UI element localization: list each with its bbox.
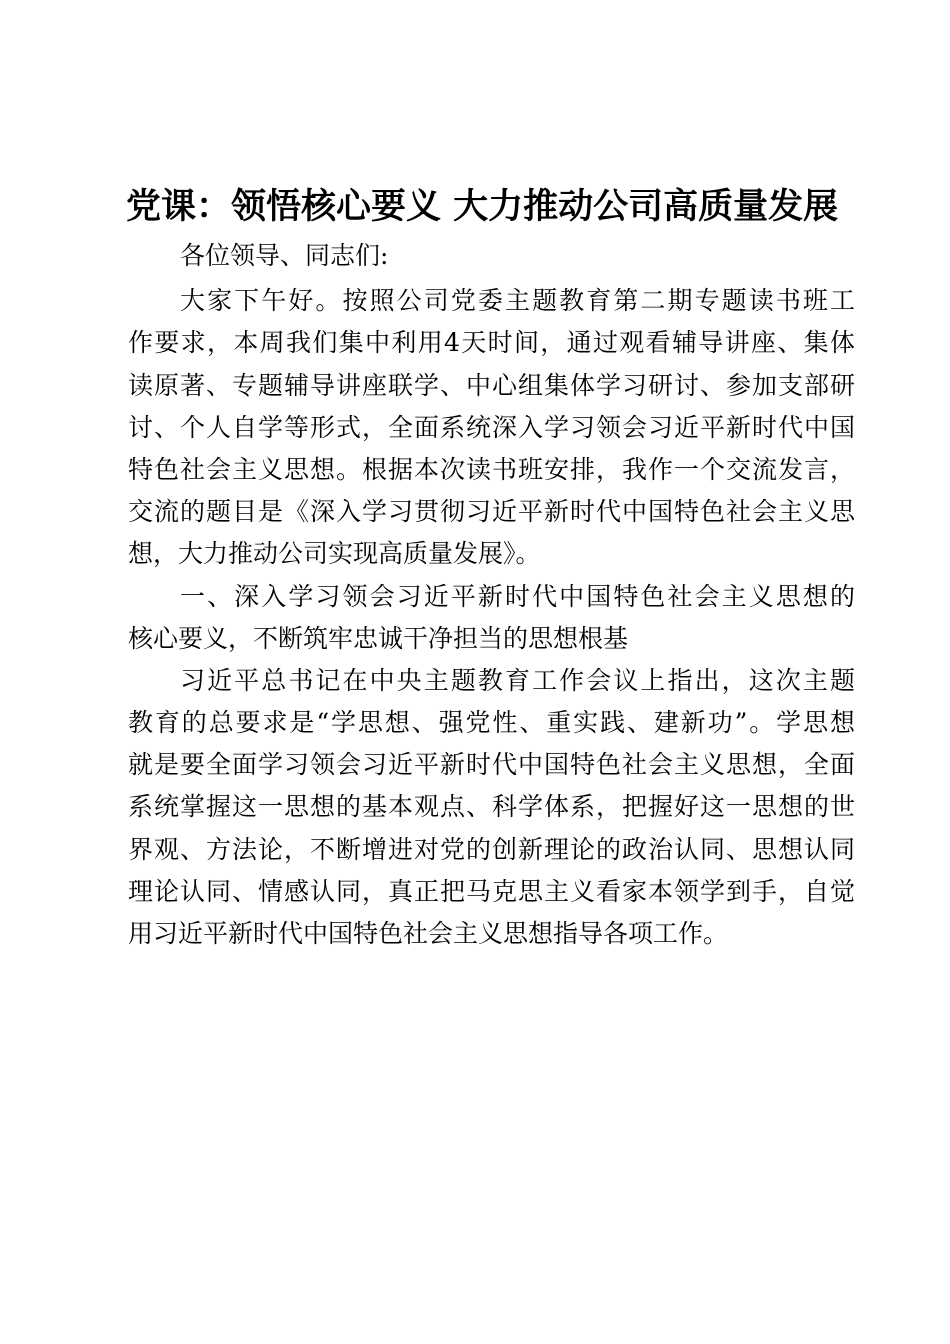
paragraph-line: 读原著、专题辅导讲座联学、中心组集体学习研讨、参加支部研: [128, 370, 855, 400]
heading-line: 核心要义，不断筑牢忠诚干净担当的思想根基: [128, 623, 629, 653]
document-body: [128, 235, 855, 955]
paragraph-line: 大家下午好。按照公司党委主题教育第二期专题读书班工: [180, 286, 855, 316]
paragraph-line: 教育的总要求是“学思想、强党性、重实践、建新功”。学思想: [128, 708, 855, 738]
paragraph-line: 理论认同、情感认同，真正把马克思主义看家本领学到手，自觉: [128, 876, 855, 906]
paragraph-opening: [128, 280, 855, 575]
document-title: 党课：领悟核心要义 大力推动公司高质量发展: [126, 186, 839, 227]
paragraph-line: 系统掌握这一思想的基本观点、科学体系，把握好这一思想的世: [128, 792, 855, 822]
paragraph-line: 就是要全面学习领会习近平新时代中国特色社会主义思想，全面: [128, 750, 855, 780]
paragraph-line: 想，大力推动公司实现高质量发展》。: [128, 539, 541, 569]
section-heading-1: [128, 576, 855, 660]
heading-line: 一、深入学习领会习近平新时代中国特色社会主义思想的: [180, 581, 855, 611]
paragraph-body: [128, 660, 855, 955]
paragraph-line: 界观、方法论，不断增进对党的创新理论的政治认同、思想认同: [128, 834, 855, 864]
paragraph-line: 讨、个人自学等形式，全面系统深入学习领会习近平新时代中国: [128, 412, 855, 442]
greeting: 各位领导、同志们:: [180, 241, 389, 270]
paragraph-line: 作要求，本周我们集中利用4天时间，通过观看辅导讲座、集体: [128, 328, 855, 358]
paragraph-line: 习近平总书记在中央主题教育工作会议上指出，这次主题: [180, 665, 855, 695]
paragraph-line: 用习近平新时代中国特色社会主义思想指导各项工作。: [128, 919, 729, 948]
paragraph-line: 交流的题目是《深入学习贯彻习近平新时代中国特色社会主义思: [128, 497, 855, 527]
paragraph-line: 特色社会主义思想。根据本次读书班安排，我作一个交流发言，: [128, 454, 855, 484]
